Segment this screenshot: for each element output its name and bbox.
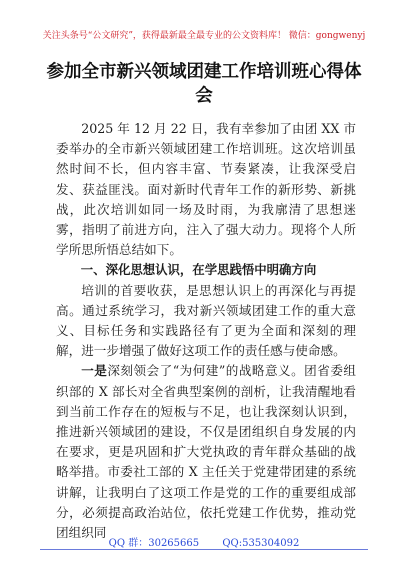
header-banner: 关注头条号“公文研究”，获得最新最全最专业的公文资料库！ 微信：gongwenyj [42, 31, 366, 41]
footer-contact [40, 534, 368, 549]
footer-qq: QQ:535304092 [222, 538, 300, 549]
document-title: 参加全市新兴领域团建工作培训班心得体会 [46, 62, 362, 106]
footer-qq-group: QQ 群：30265665 [108, 538, 200, 549]
section-heading: 一、深化思想认识，在学思践悟中明确方向 [80, 262, 317, 278]
document-body [56, 119, 356, 543]
paragraph-text: 深刻领会了“为何建”的战略意义。团省委组织部的 X 部长对全省典型案例的剖析，让我清醒地看到当前工作存在的短板与不足，也让我深刻认识到，推进新兴领域团的建设，不仅是团组织自身发展的内在要求，更是巩固和扩大党执政的青年群众基础的战略举措。市委社工部的 X 主任关于党建带团建的系统讲解，让我明白了这项工作是党的工作的重要组成部分，必须提高政治站位，依托党建工作优势，推动党团组织同 [56, 363, 356, 541]
body-paragraph: 培训的首要收获，是思想认识上的再深化与再提高。通过系统学习，我对新兴领域团建工作的重大意义、目标任务和实践路径有了更为全面和深刻的理解，进一步增强了做好这项工作的责任感与使命感。 [56, 282, 356, 359]
paragraph-lead: 一是 [81, 363, 108, 379]
footer-divider [40, 549, 368, 550]
intro-paragraph: 2025 年 12 月 22 日，我有幸参加了由团 XX 市委举办的全市新兴领域团建工作培训班。这次培训虽然时间不长，但内容丰富、节奏紧凑，让我深受启发、获益匪浅。面对新时代青年工作的新形势、新挑战，此次培训如同一场及时雨，为我廓清了思想迷雾，指明了前进方向，注入了强大动力。现将个人所学所思所悟总结如下。 [56, 121, 356, 258]
body-paragraph-2 [56, 361, 356, 543]
